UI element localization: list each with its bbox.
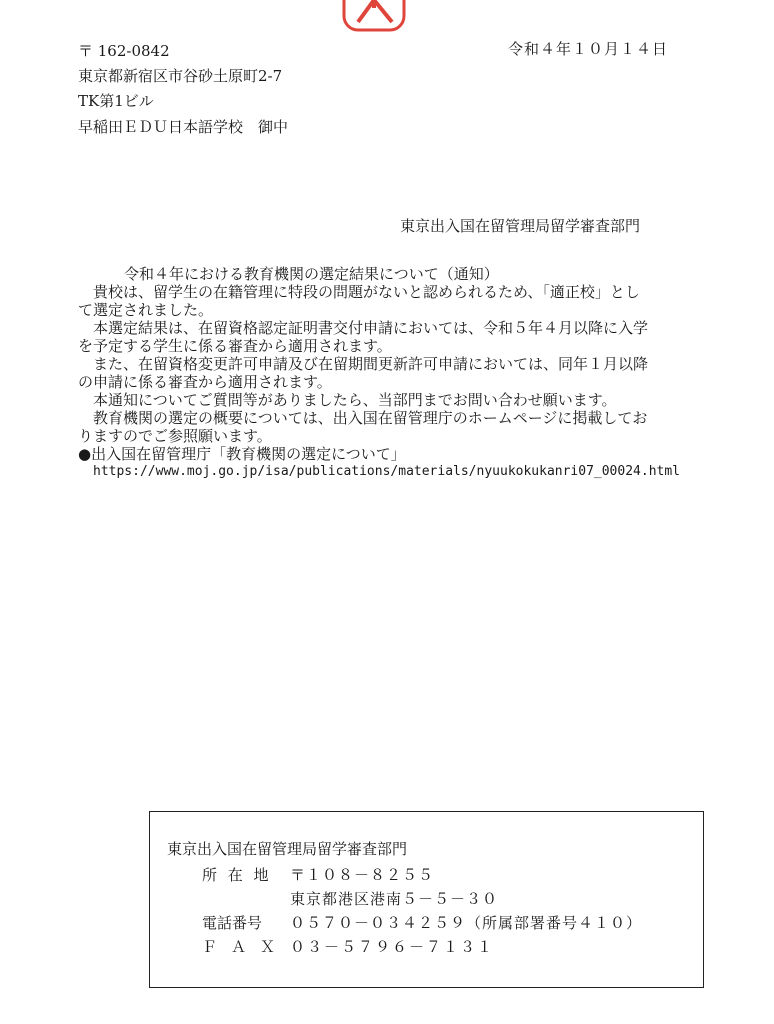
recipient-address: 東京都新宿区市谷砂土原町2-7 — [78, 67, 283, 85]
notice-body — [78, 265, 718, 481]
contact-box — [149, 811, 704, 988]
body-line: 教育機関の選定の概要については、出入国在留管理庁のホームページに掲載してお — [93, 409, 648, 427]
contact-phone: ０５７０－０３４２５９（所属部署番号４１０） — [290, 914, 643, 932]
contact-office: 東京出入国在留管理局留学審査部門 — [167, 840, 408, 858]
body-line: 本通知についてご質問等がありましたら、当部門までお問い合わせ願います。 — [93, 391, 617, 409]
recipient-name: 早稲田ＥＤＵ日本語学校 御中 — [78, 118, 289, 136]
body-line: を予定する学生に係る審査から適用されます。 — [78, 337, 392, 355]
body-line: 本選定結果は、在留資格認定証明書交付申請においては、令和５年４月以降に入学 — [93, 319, 649, 337]
sender-name: 東京出入国在留管理局留学審査部門 — [400, 217, 641, 235]
contact-fax: ０３－５７９６－７１３１ — [290, 938, 495, 956]
link-label: ●出入国在留管理庁「教育機関の選定について」 — [78, 445, 406, 463]
body-line: 貴校は、留学生の在籍管理に特段の問題がないと認められるため、「適正校」とし — [93, 283, 640, 301]
contact-address: 東京都港区港南５－５－３０ — [290, 890, 499, 908]
postal-code: 〒 162-0842 — [78, 42, 170, 60]
official-seal-icon — [340, 0, 408, 38]
issue-date: 令和４年１０月１４日 — [508, 40, 669, 58]
recipient-building: TK第1ビル — [78, 92, 154, 110]
notice-title: 令和４年における教育機関の選定結果について（通知） — [124, 265, 499, 283]
fax-label: ＦＡＸ — [202, 938, 290, 956]
phone-label: 電話番号 — [202, 914, 263, 932]
body-line: また、在留資格変更許可申請及び在留期間更新許可申請においては、同年１月以降 — [93, 355, 649, 373]
contact-postal: 〒１０８－８２５５ — [290, 866, 435, 884]
reference-url[interactable]: https://www.moj.go.jp/isa/publications/materials/nyuukokukanri07_00024.html — [93, 464, 680, 479]
address-label: 所 在 地 — [202, 866, 272, 884]
body-line: の申請に係る審査から適用されます。 — [78, 373, 332, 391]
body-line: て選定されました。 — [78, 301, 214, 319]
body-line: りますのでご参照願います。 — [78, 427, 272, 445]
